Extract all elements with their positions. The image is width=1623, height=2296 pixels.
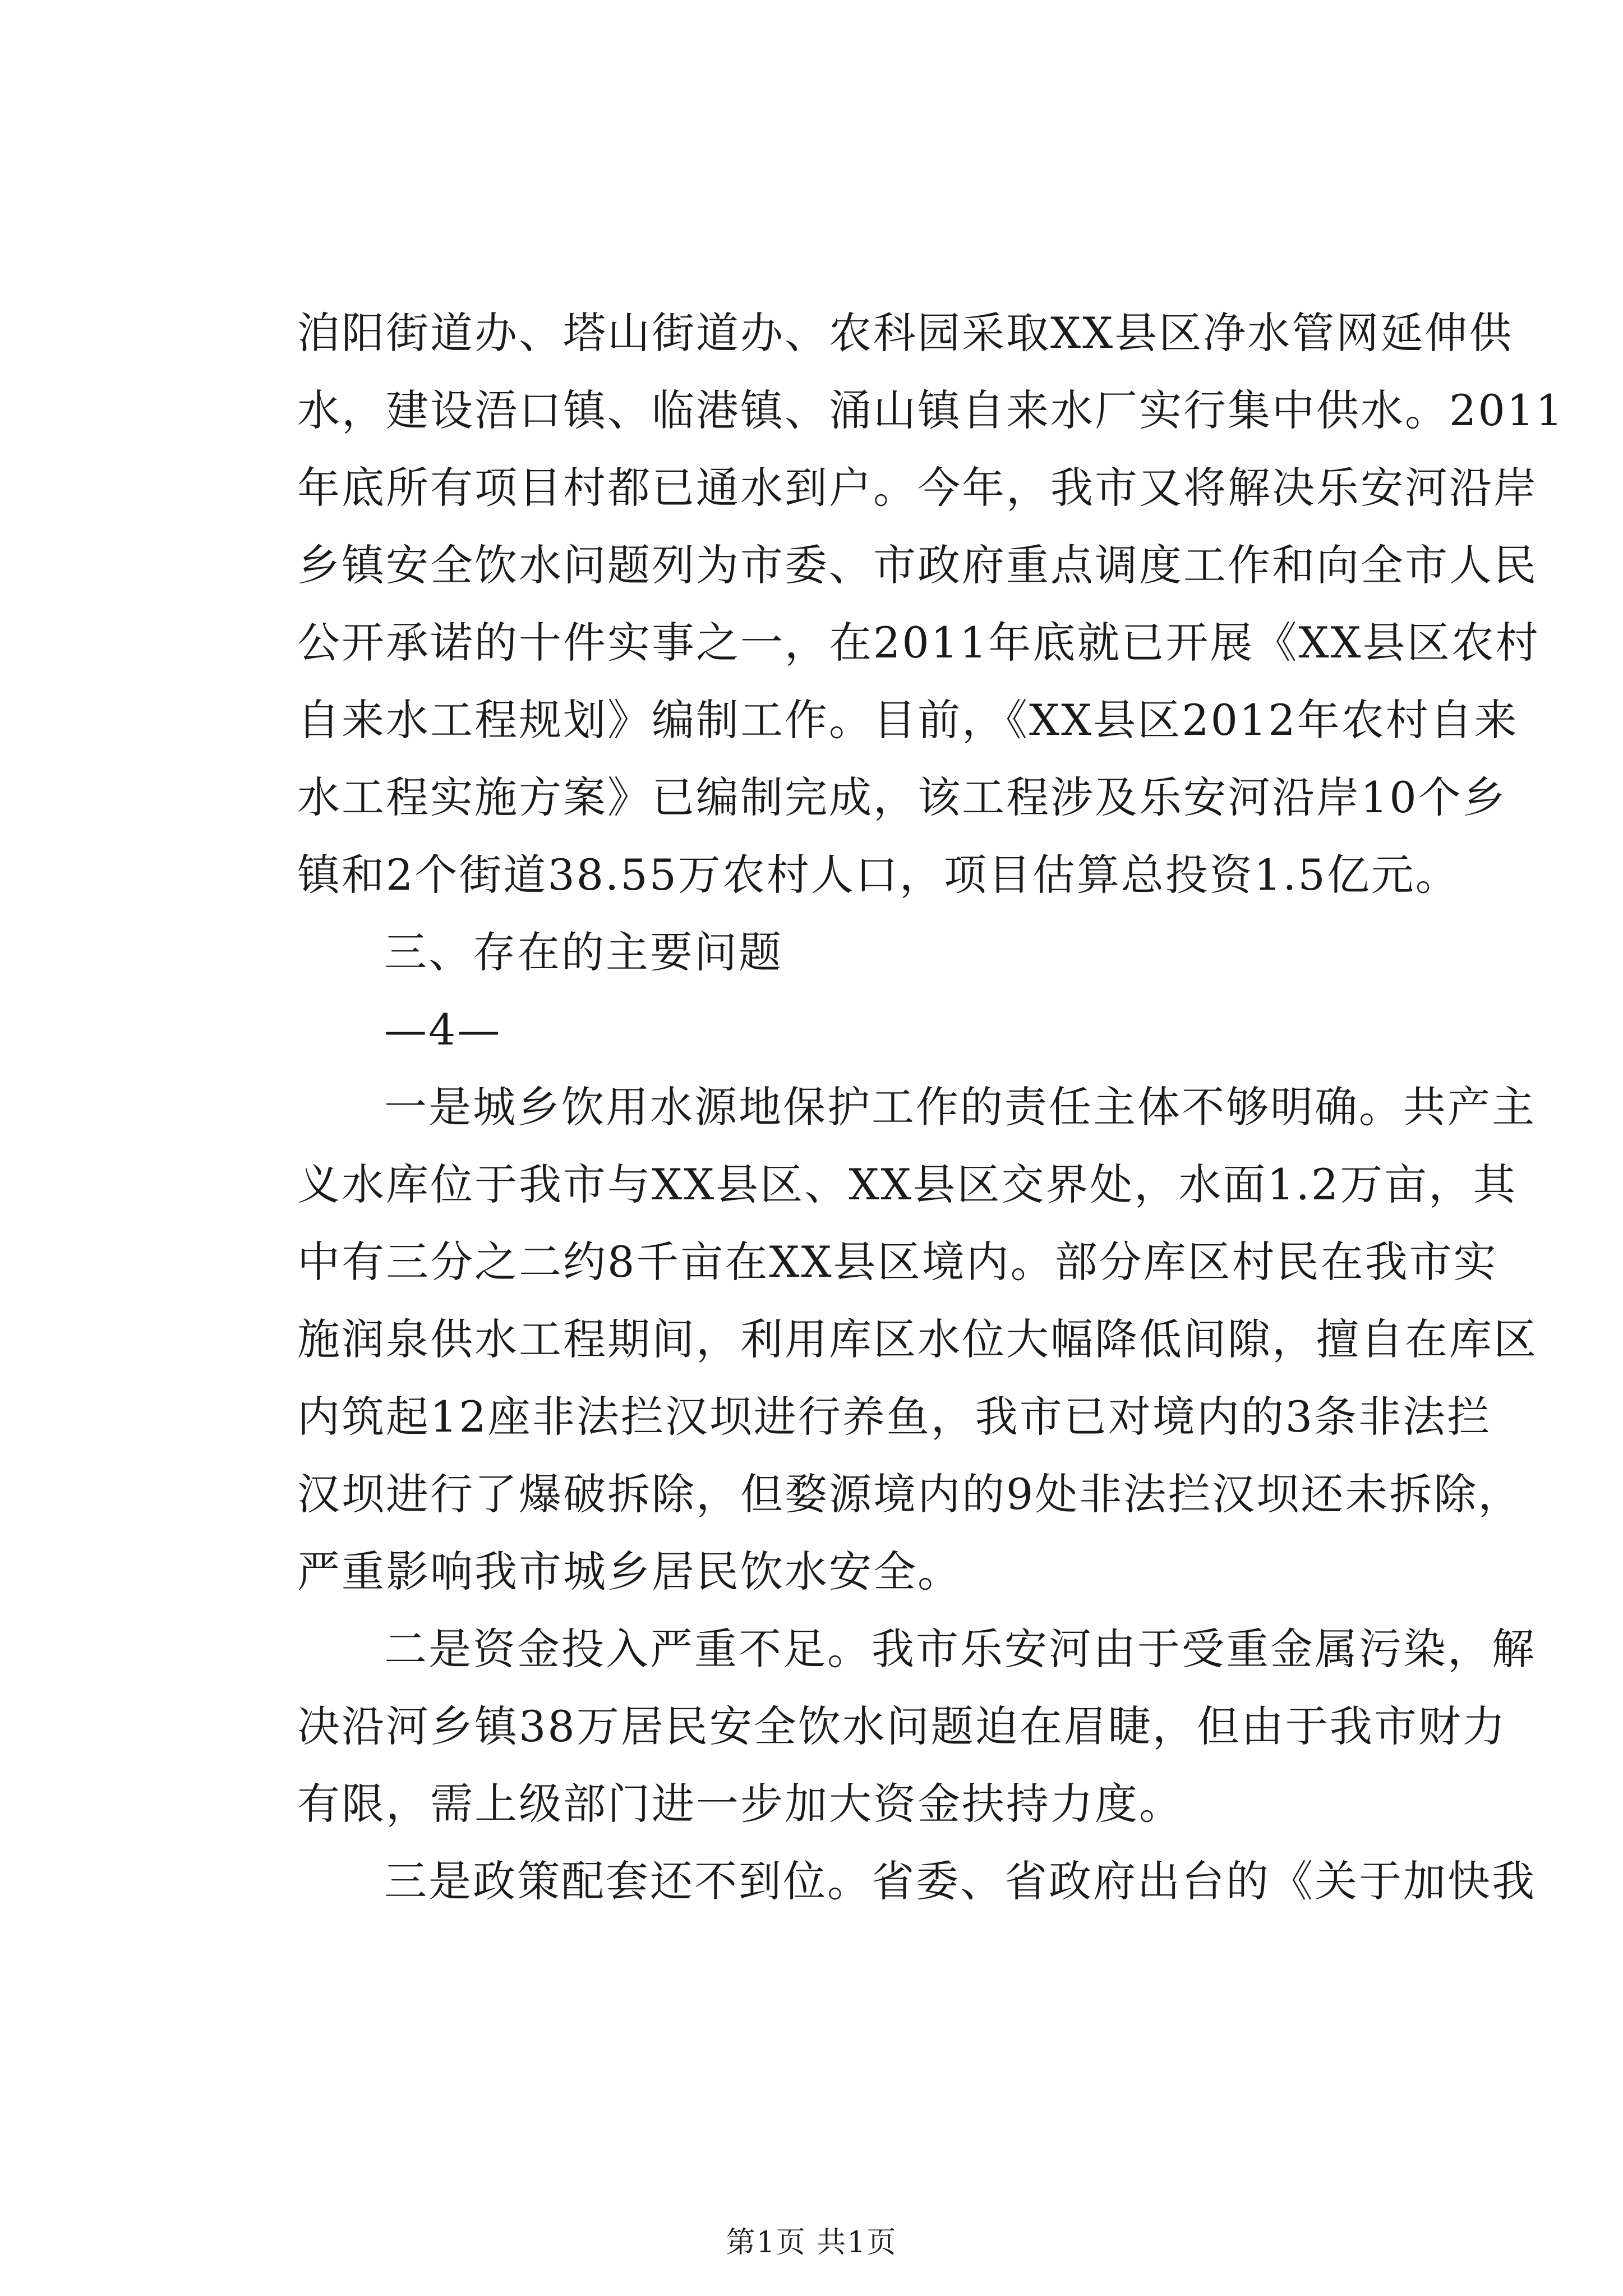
text-line: 决沿河乡镇38万居民安全饮水问题迫在眉睫，但由于我市财力: [297, 1701, 1507, 1751]
text-line: 严重影响我市城乡居民饮水安全。: [297, 1547, 962, 1596]
text-line: 镇和2个街道38.55万农村人口，项目估算总投资1.5亿元。: [297, 850, 1460, 900]
paragraph: [297, 295, 1565, 914]
text-line: 洎阳街道办、塔山街道办、农科园采取XX县区净水管网延伸供: [297, 308, 1514, 358]
text-line: 施润泉供水工程期间，利用库区水位大幅降低间隙，擅自在库区: [297, 1314, 1538, 1364]
text-line: 年底所有项目村都已通水到户。今年，我市又将解决乐安河沿岸: [297, 463, 1538, 513]
text-line: 有限，需上级部门进一步加大资金扶持力度。: [297, 1779, 1183, 1829]
text-line: 乡镇安全饮水问题列为市委、市政府重点调度工作和向全市人民: [297, 540, 1538, 590]
paragraph: [297, 914, 1408, 991]
text-line: 三是政策配套还不到位。省委、省政府出台的《关于加快我: [384, 1856, 1536, 1906]
text-line: 汉坝进行了爆破拆除，但婺源境内的9处非法拦汉坝还未拆除，: [297, 1469, 1523, 1519]
text-line: 三、存在的主要问题: [384, 927, 783, 977]
page-footer: 第1页 共1页: [726, 2226, 897, 2260]
text-line: 公开承诺的十件实事之一，在2011年底就已开展《XX县区农村: [297, 618, 1540, 668]
text-line: 二是资金投入严重不足。我市乐安河由于受重金属污染，解: [384, 1624, 1536, 1674]
text-line: 一是城乡饮用水源地保护工作的责任主体不够明确。共产主: [384, 1082, 1536, 1132]
text-line: 水工程实施方案》已编制完成，该工程涉及乐安河沿岸10个乡: [297, 772, 1507, 822]
text-line: 中有三分之二约8千亩在XX县区境内。部分库区村民在我市实: [297, 1237, 1498, 1287]
paragraph: [297, 1843, 1536, 1920]
text-line: 义水库位于我市与XX县区、XX县区交界处，水面1.2万亩，其: [297, 1159, 1518, 1209]
text-line: 水，建设浯口镇、临港镇、涌山镇自来水厂实行集中供水。2011: [297, 385, 1565, 435]
paragraph: [297, 991, 1408, 1069]
text-line: 自来水工程规划》编制工作。目前，《XX县区2012年农村自来: [297, 695, 1519, 745]
paragraph: [297, 1611, 1536, 1843]
text-line: —4—: [384, 1005, 502, 1055]
text-line: 内筑起12座非法拦汉坝进行养鱼，我市已对境内的3条非法拦: [297, 1392, 1492, 1442]
paragraph: [297, 1069, 1538, 1611]
document-body: [297, 295, 1565, 1920]
